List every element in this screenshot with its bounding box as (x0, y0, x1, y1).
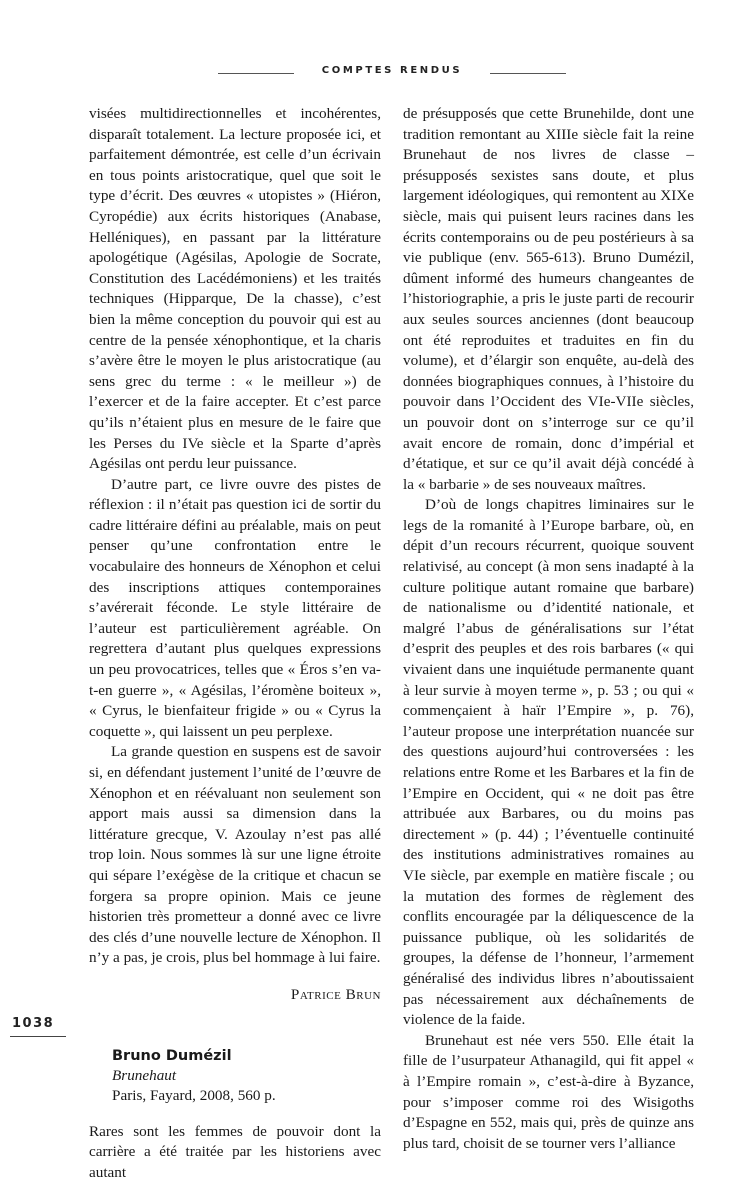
page-number-rule (10, 1036, 66, 1037)
header-rule-right (490, 73, 566, 74)
page-number: 1038 (12, 1016, 55, 1031)
left-paragraph-2: D’autre part, ce livre ouvre des pistes de réflexion : il n’était pas question ici de sortir du cadre littéraire défini au préalable, mais on peut penser qu’une confrontation entre le vocabulaire des honneurs de Xénophon et celui des inscriptions attiques contemporaines s’avérerait féconde. Le style littéraire de l’auteur est particulièrement agréable. On regrettera d’autant plus quelques expressions un peu provocatrices, telles que « Éros s’en va-t-en guerre », « Agésilas, l’éromène boiteux », « Cyrus, le bienfaiteur frigide » ou « Cyrus la coquette », qui laissent un peu perplexe. (89, 475, 381, 740)
reviewed-book-title: Brunehaut (112, 1066, 177, 1084)
right-paragraph-1: de présupposés que cette Brunehilde, dont une tradition remontant au XIIIe siècle fait la reine Brunehaut de nos livres de classe – présupposés sexistes sans doute, et plus largement idéologiques, qui remontent au XIXe siècle, mais qui puisent leurs racines dans les écrits contemporains ou de peu postérieurs à sa vie publique (env. 565-613). Bruno Dumézil, dûment informé des humeurs changeantes de l’historiographie, a pris le juste parti de recourir aux seules sources anciennes (dont beaucoup ont été reproduites et traduites en fin du volume), et d’élargir son enquête, au-delà des données biographiques connues, à l’histoire du pouvoir dans l’Occident des VIe-VIIe siècles, un pouvoir dont on s’interroge sur ce qu’il avait encore de romain, donc d’impérial et d’étatique, et sur ce qu’il avait déjà concédé à la « barbarie » de ses nouveaux maîtres. (403, 105, 694, 493)
reviewed-author: Bruno Dumézil (112, 1047, 232, 1064)
reviewer-signature: Patrice Brun (290, 985, 381, 1003)
header-title: COMPTES RENDUS (321, 65, 463, 76)
left-paragraph-1: visées multidirectionnelles et incohérentes, disparaît totalement. La lecture proposée ici, et parfaitement démontrée, est celle d’un écrivain en tous points aristocratique, quel que soit le type d’écrit. Des œuvres « utopistes » (Hiéron, Cyropédie) aux écrits historiques (Anabase, Helléniques), en passant par la littérature apologétique (Agésilas, Apologie de Socrate, Constitution des Lacédémoniens) et les traités techniques (Hipparque, De la chasse), c’est bien la même conception du pouvoir qui est au centre de la pensée xénophontique, et la charis s’avère être le moyen le plus aristocratique (au sens grec du terme : « le meilleur ») de l’exercer et de la faire accepter. Et c’est parce qu’ils n’étaient plus en mesure de le faire que les Perses du IVe siècle et la Sparte d’après Agésilas ont perdu leur puissance. (89, 105, 381, 473)
header-rule-left (218, 73, 294, 74)
right-paragraph-2: D’où de longs chapitres liminaires sur le legs de la romanité à l’Europe barbare, où, en dépit d’un recours récurrent, quoique souvent relativisé, au concept (à mon sens inadapté à la culture politique autant romaine que barbare) de nationalisme ou d’identité nationale, et malgré l’abus de généralisations sur l’état d’esprit des peuples et des rois barbares (« qui vivaient dans une inquiétude permanente quant à leur survie à moyen terme », p. 53 ; ou qui « commençaient à haïr l’Empire », p. 76), l’auteur propose une interprétation nuancée sur des questions aujourd’hui controversées : les relations entre Rome et les Barbares et la fin de l’Empire en Occident, qui « ne doit pas être attribuée aux Barbares, ou du moins pas directement » (p. 44) ; l’éventuelle continuité des institutions administratives romaines au VIe siècle, par exemple en matière fiscale ; ou la mutation des formes de règlement des conflits encouragée par la déliquescence de la puissance publique, où les solidarités de groupes, la défense de l’honneur, l’armement généralisé des individus libres n’aboutissaient pas nécessairement aux déchaînements de violence de la faide. (403, 496, 694, 1029)
right-paragraph-3: Brunehaut est née vers 550. Elle était la fille de l’usurpateur Athanagild, qui fit appel « à l’Empire romain », c’est-à-dire à Byzance, pour s’imposer comme roi des Wisigoths d’Espagne en 552, mais qui, près de quinze ans plus tard, choisit de se tourner vers l’alliance (403, 1031, 694, 1152)
running-header (0, 62, 754, 88)
right-column (403, 104, 694, 1154)
left-paragraph-3: La grande question en suspens est de savoir si, en défendant justement l’unité de l’œuvre de Xénophon et en réévaluant non seulement son apport mais aussi sa dimension dans la littérature grecque, V. Azoulay n’est pas allé trop loin. Nous sommes là sur une ligne étroite qui sépare l’exégèse de la critique et chacun se forgera sa propre opinion. Mais ce jeune historien très prometteur a donné avec ce livre des clés d’une nouvelle lecture de Xénophon. Il n’y a pas, je crois, plus bel hommage à lui faire. (89, 743, 381, 967)
review-heading (112, 1046, 381, 1106)
reviewed-book-publication: Paris, Fayard, 2008, 560 p. (112, 1086, 276, 1104)
left-column (89, 104, 381, 1183)
left-paragraph-4: Rares sont les femmes de pouvoir dont la carrière a été traitée par les historiens avec autant (89, 1122, 381, 1181)
